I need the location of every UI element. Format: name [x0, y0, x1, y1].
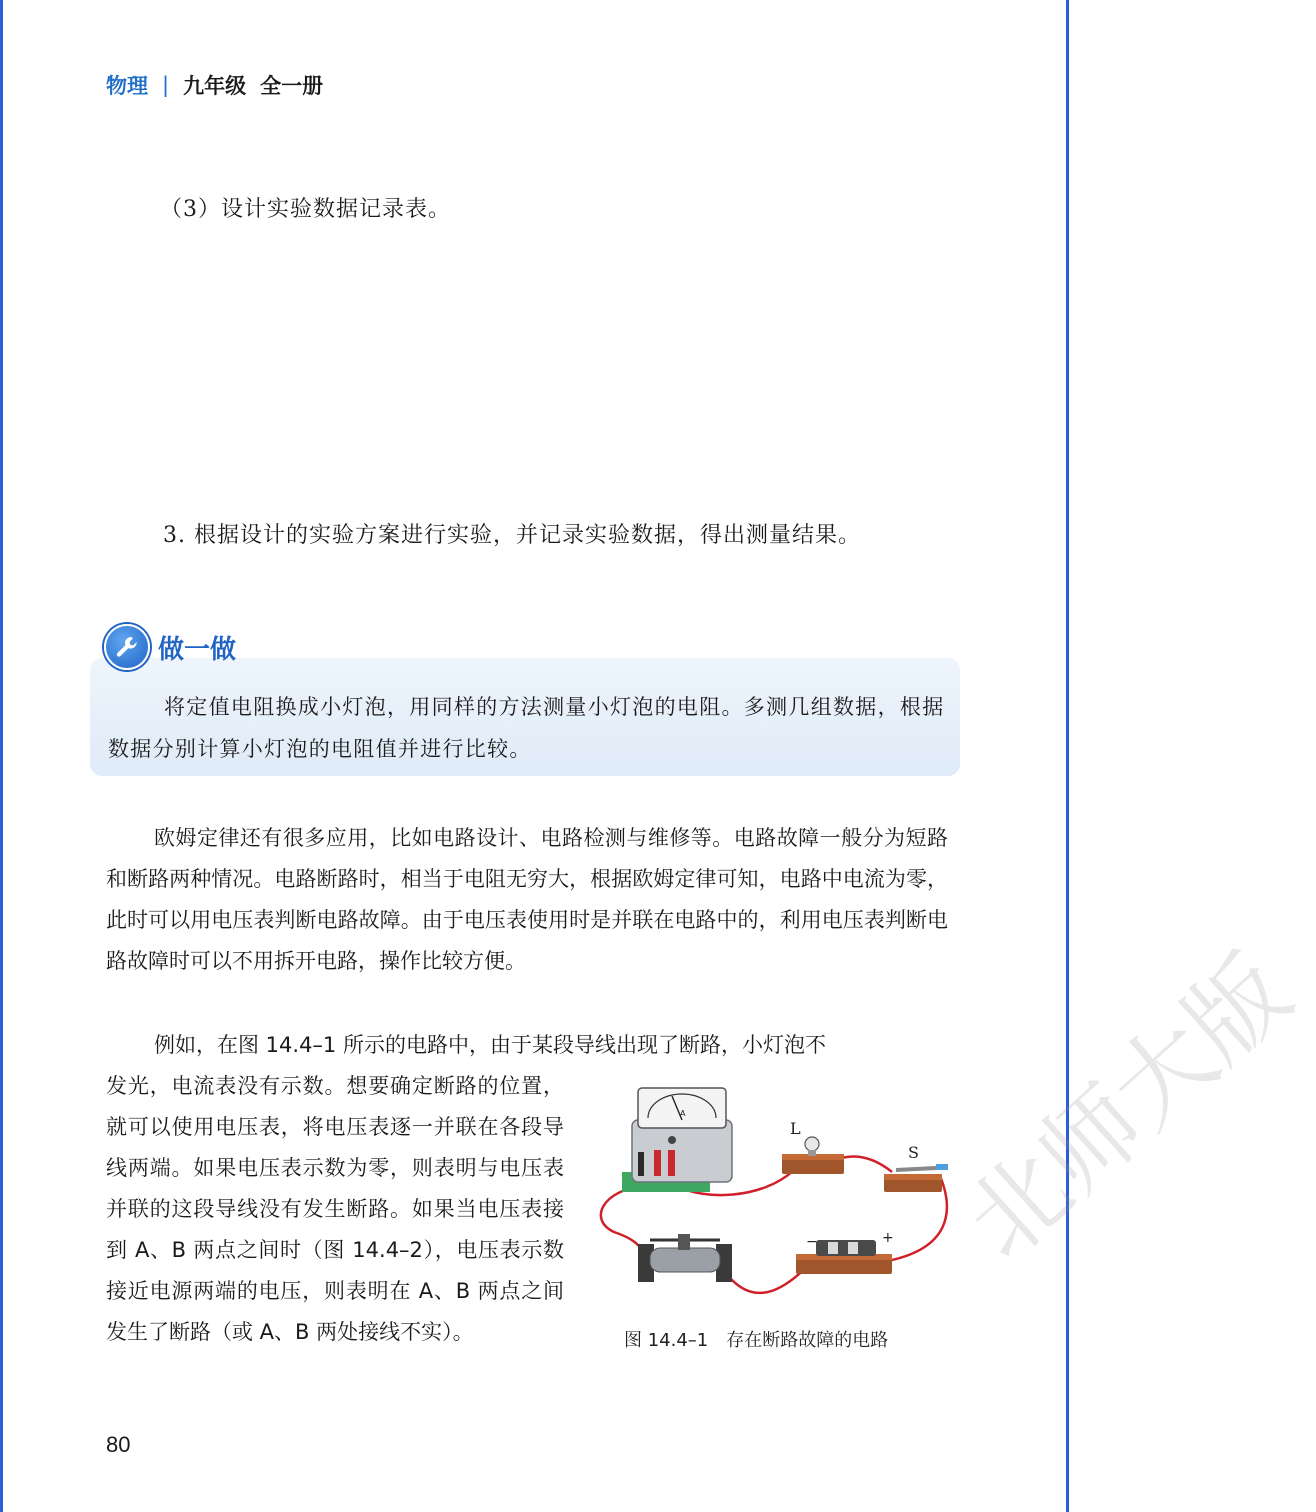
- lamp-label: L: [790, 1119, 801, 1138]
- header-volume: 全一册: [260, 74, 324, 98]
- page-number: 80: [106, 1432, 131, 1457]
- watermark: 北师大版: [944, 934, 1313, 1282]
- figure-caption-text: 存在断路故障的电路: [726, 1330, 889, 1351]
- step-3-experiment: 3. 根据设计的实验方案进行实验，并记录实验数据，得出测量结果。: [163, 523, 861, 548]
- header-grade: 九年级: [183, 74, 247, 98]
- figure-caption: [624, 1326, 888, 1352]
- page-edge-left: [0, 0, 3, 1512]
- figure-caption-number: 图 14.4–1: [624, 1330, 709, 1351]
- paragraph-example-rest: 发光，电流表没有示数。想要确定断路的位置，就可以使用电压表，将电压表逐一并联在各段导线两端。如果电压表示数为零，则表明与电压表并联的这段导线没有发生断路。如果当电压表接到 A、B 两点之间时（图 14.4–2），电压表示数接近电源两端的电压，则表明在 A、B 两点之间发生了断路（或 A、B 两处接线不实）。: [106, 1074, 564, 1344]
- running-header: [106, 70, 323, 100]
- battery: [796, 1230, 894, 1274]
- switch-label: S: [908, 1143, 919, 1162]
- ammeter: [622, 1088, 732, 1192]
- activity-heading: [104, 624, 236, 670]
- page-edge-right: [1066, 0, 1069, 1512]
- rheostat: [638, 1234, 732, 1282]
- paragraph-example-first-line: 例如，在图 14.4–1 所示的电路中，由于某段导线出现了断路，小灯泡不: [154, 1033, 826, 1057]
- circuit-figure: [592, 1080, 954, 1320]
- paragraph-ohms-law-applications: 欧姆定律还有很多应用，比如电路设计、电路检测与维修等。电路故障一般分为短路和断路两种情况。电路断路时，相当于电阻无穷大，根据欧姆定律可知，电路中电流为零，此时可以用电压表判断电路故障。由于电压表使用时是并联在电路中的，利用电压表判断电路故障时可以不用拆开电路，操作比较方便。: [106, 826, 948, 973]
- step-design-table: （3）设计实验数据记录表。: [160, 197, 451, 222]
- activity-text: 将定值电阻换成小灯泡，用同样的方法测量小灯泡的电阻。多测几组数据，根据数据分别计算小灯泡的电阻值并进行比较。: [108, 695, 945, 761]
- header-subject: 物理: [106, 74, 148, 98]
- ammeter-label: A: [680, 1109, 686, 1118]
- activity-title: 做一做: [158, 634, 237, 665]
- header-separator: |: [162, 73, 170, 97]
- wrench-icon: [104, 624, 150, 670]
- battery-plus-label: +: [882, 1230, 894, 1246]
- lamp: [782, 1119, 844, 1174]
- battery-minus-label: −: [806, 1234, 818, 1250]
